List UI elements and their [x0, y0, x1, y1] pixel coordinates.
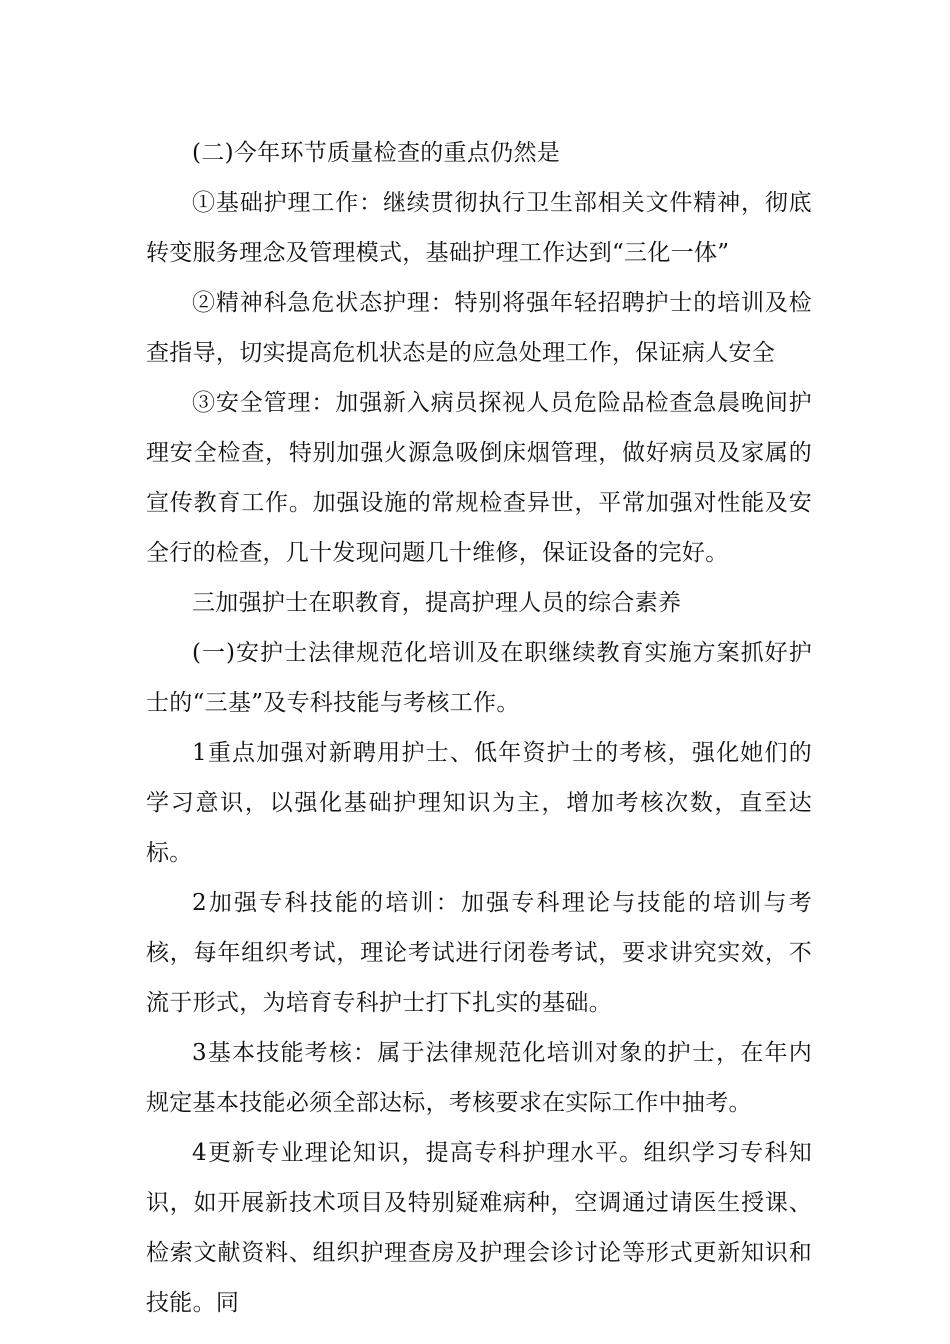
list-item-3: 3基本技能考核：属于法律规范化培训对象的护士，在年内规定基本技能必须全部达标，考核要求在实际工作中抽考。: [146, 1040, 812, 1116]
paragraph-legal-training: (一)安护士法律规范化培训及在职继续教育实施方案抓好护士的“三基”及专科技能与考核工作。: [146, 640, 812, 716]
list-item-4: 4更新专业理论知识，提高专科护理水平。组织学习专科知识，如开展新技术项目及特别疑难病种，空调通过请医生授课、检索文献资料、组织护理查房及护理会诊讨论等形式更新知识和技能。同: [146, 1140, 812, 1316]
list-item-1: 1重点加强对新聘用护士、低年资护士的考核，强化她们的学习意识，以强化基础护理知识为主，增加考核次数，直至达标。: [146, 740, 812, 866]
paragraph-psychiatric-emergency: ②精神科急危状态护理：特别将强年轻招聘护士的培训及检查指导，切实提高危机状态是的应急处理工作，保证病人安全: [146, 290, 812, 366]
list-item-2: 2加强专科技能的培训：加强专科理论与技能的培训与考核，每年组织考试，理论考试进行闭卷考试，要求讲究实效，不流于形式，为培育专科护士打下扎实的基础。: [146, 890, 812, 1016]
document-body: [146, 128, 812, 1328]
section-heading-inservice-education: 三加强护士在职教育，提高护理人员的综合素养: [192, 590, 682, 616]
paragraph-quality-check-focus: (二)今年环节质量检查的重点仍然是: [192, 140, 561, 166]
paragraph-basic-nursing: ①基础护理工作：继续贯彻执行卫生部相关文件精神，彻底转变服务理念及管理模式，基础护理工作达到“三化一体”: [146, 190, 812, 266]
paragraph-safety-management: ③安全管理：加强新入病员探视人员危险品检查急晨晚间护理安全检查，特别加强火源急吸倒床烟管理，做好病员及家属的宣传教育工作。加强设施的常规检查异世，平常加强对性能及安全行的检查，几十发现问题几十维修，保证设备的完好。: [146, 390, 812, 566]
